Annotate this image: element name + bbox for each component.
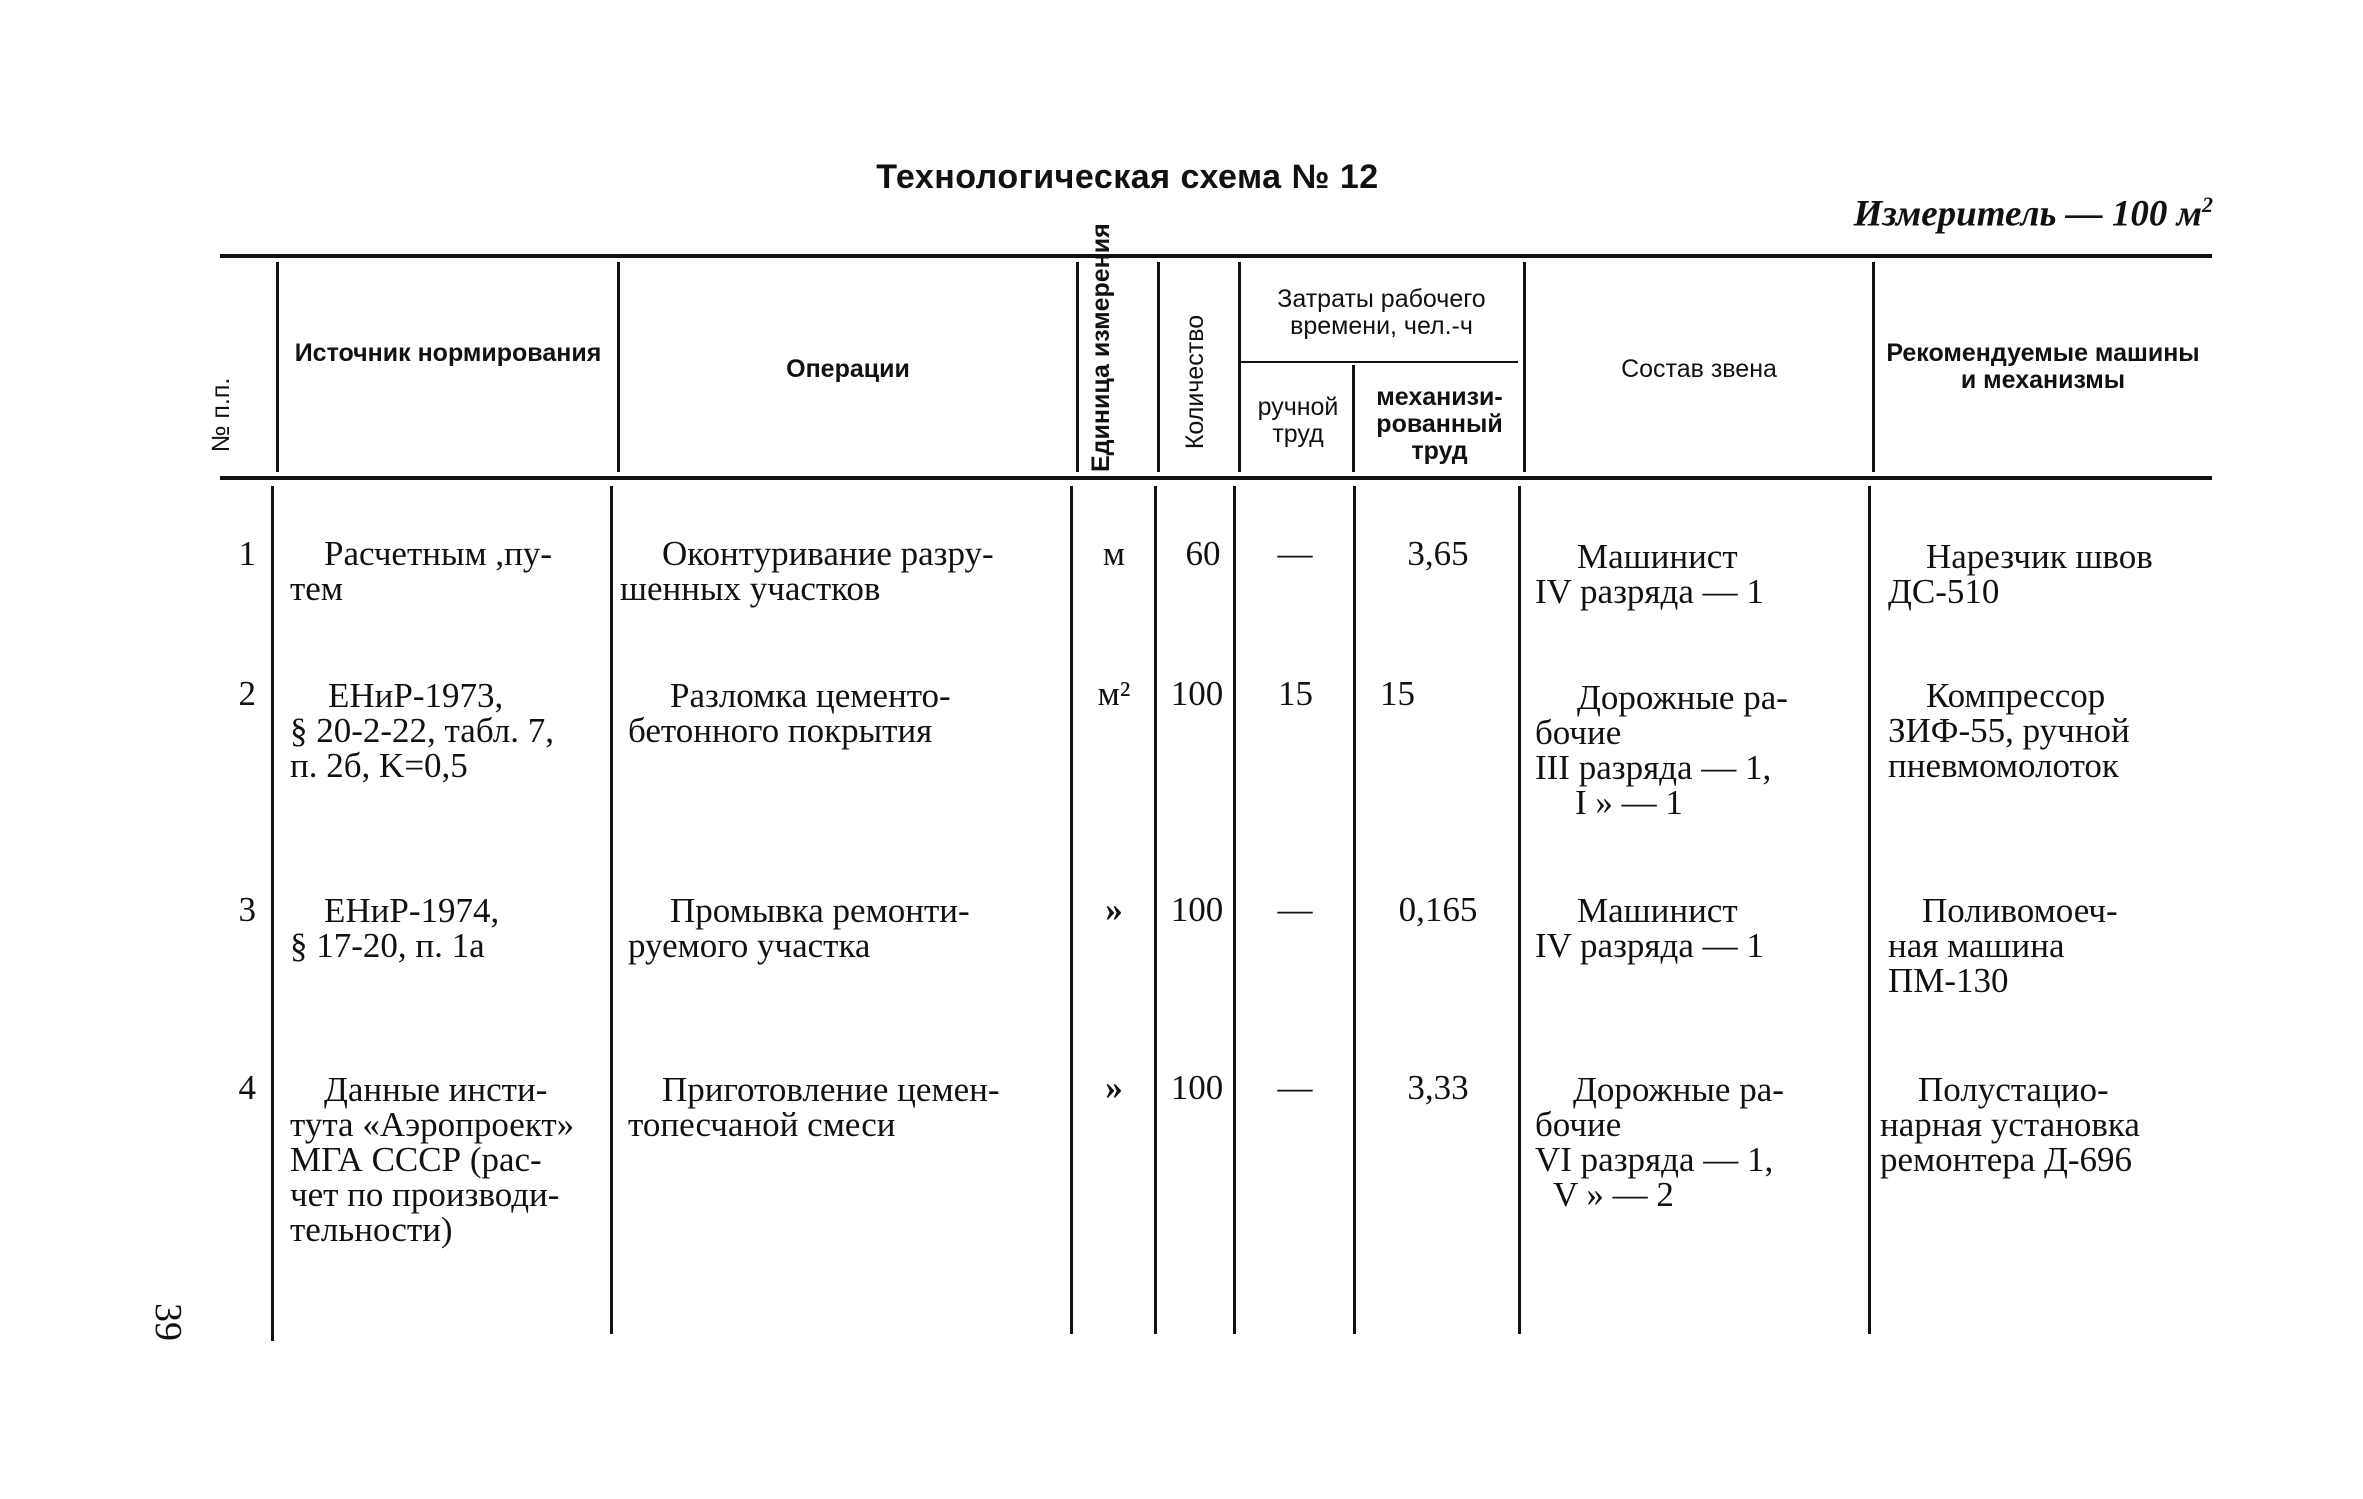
header-divider (1157, 262, 1160, 472)
header-mechanized: механизи-рованный труд (1376, 383, 1503, 465)
header-divider (617, 262, 620, 472)
row-3-mech: 0,165 (1398, 890, 1478, 929)
row-4-qty: 100 (1170, 1068, 1224, 1107)
row-2-num: 2 (238, 674, 256, 713)
body-divider (1154, 486, 1157, 1334)
row-4-operation: Приготовление цемен- топесчаной смеси (628, 1070, 1000, 1144)
row-2-machines: Компрессор ЗИФ-55, ручной пневмомолоток (1888, 676, 2130, 785)
body-divider (1518, 486, 1521, 1334)
row-1-mech: 3,65 (1407, 534, 1469, 573)
row-1-operation: Оконтуривание разру- шенных участков (620, 534, 994, 608)
page-number: 39 (147, 1303, 189, 1341)
row-1-num: 1 (238, 534, 256, 573)
row-4-mech: 3,33 (1407, 1068, 1469, 1107)
header-crew: Состав звена (1621, 355, 1777, 383)
table-top-rule (220, 254, 2212, 258)
row-1-source: Расчетным ,пу- тем (290, 534, 553, 608)
header-divider (1076, 262, 1079, 472)
body-divider (1868, 486, 1871, 1334)
row-4-crew: Дорожные ра- бочие VI разряда — 1, V » — 2 (1535, 1070, 1784, 1214)
row-1-qty: 60 (1185, 534, 1221, 573)
row-1-machines: Нарезчик швов ДС-510 (1888, 537, 2153, 611)
measure-label: Измеритель — 100 $м^2$ (1853, 192, 2213, 235)
row-3-crew: Машинист IV разряда — 1 (1535, 891, 1764, 965)
row-2-crew: Дорожные ра- бочие III разряда — 1, I » — 1 (1535, 678, 1788, 822)
row-3-manual: — (1277, 890, 1313, 929)
row-4-source: Данные инсти- тута «Аэропроект» МГА СССР (рас- чет по производи- тельности) (290, 1070, 575, 1249)
row-2-qty: 100 (1170, 674, 1224, 713)
header-quantity: Количество (1181, 314, 1209, 450)
row-4-num: 4 (238, 1068, 256, 1107)
row-2-operation: Разломка цементо- бетонного покрытия (628, 676, 951, 750)
row-3-num: 3 (238, 890, 256, 929)
header-divider (1523, 262, 1526, 472)
row-3-machines: Поливомоеч- ная машина ПМ-130 (1888, 891, 2118, 1000)
row-2-mech: 15 (1380, 674, 1415, 713)
header-manual: ручной труд (1257, 393, 1339, 448)
row-1-crew: Машинист IV разряда — 1 (1535, 537, 1764, 611)
body-divider (1353, 486, 1356, 1334)
header-unit: Единица измерения (1087, 223, 1115, 472)
row-2-unit: м² (1097, 674, 1131, 713)
header-time: Затраты рабочего времени, чел.-ч (1277, 285, 1486, 340)
body-divider (271, 486, 274, 1341)
row-1-manual: — (1277, 534, 1313, 573)
row-3-operation: Промывка ремонти- руемого участка (628, 891, 970, 965)
page-title: Технологическая схема № 12 (876, 158, 1379, 196)
header-source: Источник нормирования (294, 339, 602, 367)
row-4-unit: » (1105, 1068, 1123, 1107)
row-4-machines: Полустацио- нарная установка ремонтера Д-696 (1880, 1070, 2140, 1179)
row-3-unit: » (1105, 890, 1123, 929)
time-subheader-rule (1238, 361, 1518, 363)
header-divider (1238, 262, 1241, 472)
header-bottom-rule (220, 476, 2212, 480)
header-machines: Рекомендуемые машины и механизмы (1886, 339, 2200, 394)
row-3-qty: 100 (1170, 890, 1224, 929)
row-3-source: ЕНиР-1974, § 17-20, п. 1а (290, 891, 500, 965)
header-num: № п.п. (207, 377, 235, 453)
body-divider (1070, 486, 1073, 1334)
header-divider (276, 262, 279, 472)
header-divider (1872, 262, 1875, 472)
row-2-source: ЕНиР-1973, § 20-2-22, табл. 7, п. 2б, K=0,5 (290, 676, 554, 785)
row-1-unit: м (1102, 534, 1126, 573)
row-4-manual: — (1277, 1068, 1313, 1107)
header-operations: Операции (786, 355, 910, 383)
row-2-manual: 15 (1278, 674, 1313, 713)
